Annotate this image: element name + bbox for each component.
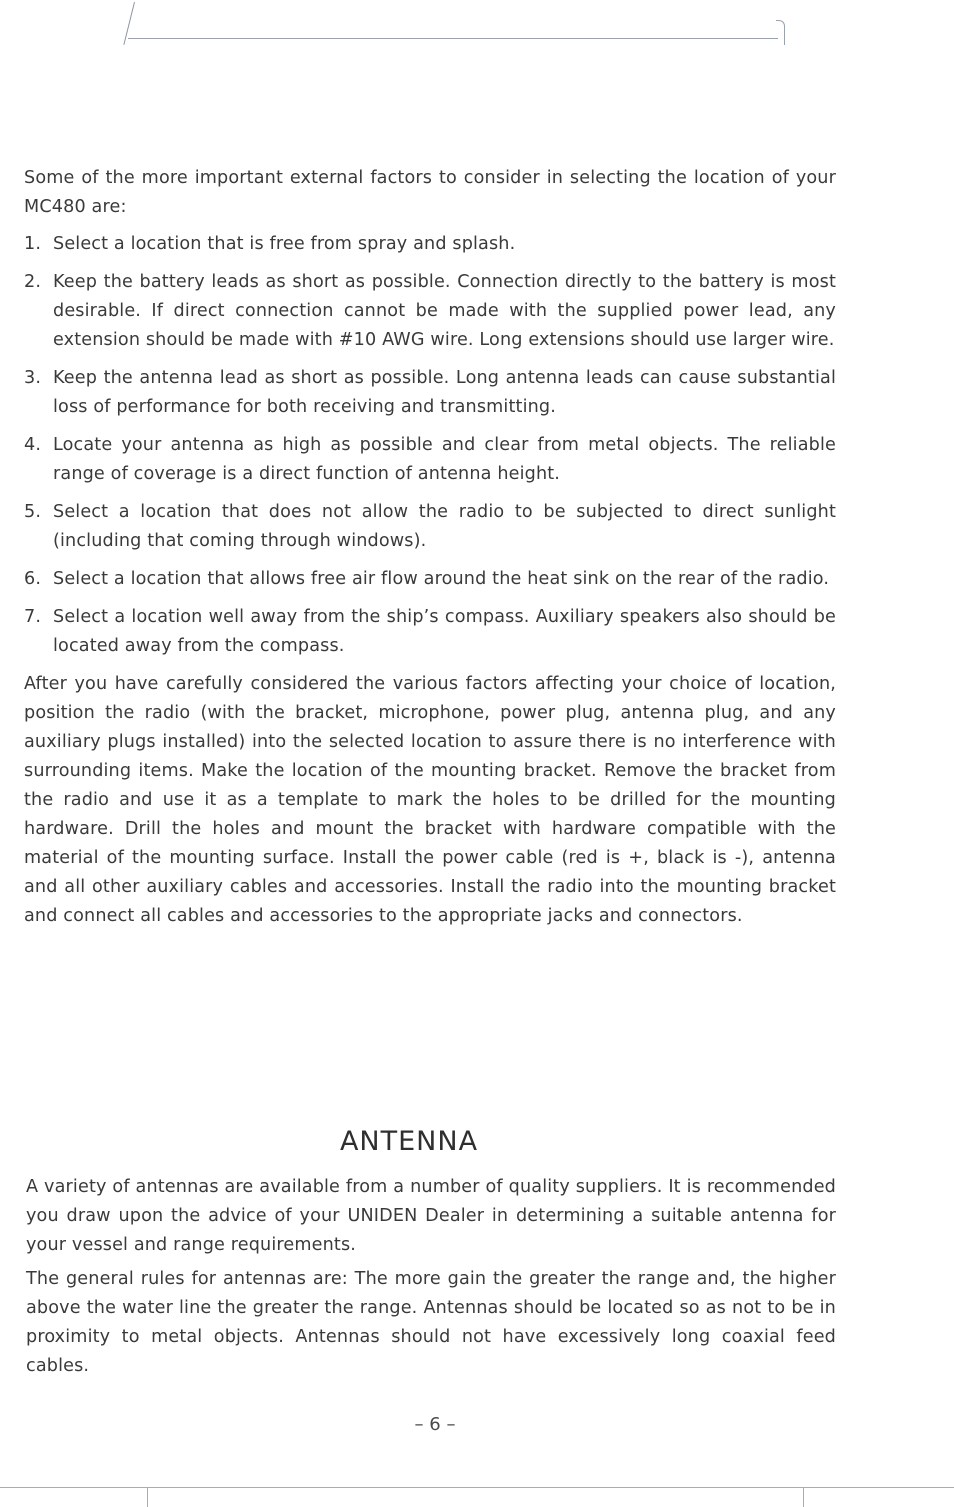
list-item — [24, 268, 836, 355]
list-item-number: 5. — [24, 502, 42, 522]
antenna-paragraph-2: The general rules for antennas are: The more gain the greater the range and, the higher above the water line the greater the range. Antennas should be located so as not to be in proximity to metal objects. Antennas should not have excessively long coaxial feed cables. — [26, 1269, 836, 1376]
antenna-heading: ANTENNA — [339, 1126, 479, 1158]
list-item-number: 2. — [24, 272, 42, 292]
list-item-number: 7. — [24, 607, 42, 627]
list-item-text: Keep the battery leads as short as possible. Connection directly to the battery is most desirable. If direct connection cannot be made with the supplied power lead, any extension should be made with #10 AWG wire. Long extensions should use larger wire. — [53, 272, 836, 350]
location-factors-list — [24, 230, 836, 661]
antenna-section — [26, 1173, 836, 1386]
binding-corner — [776, 20, 785, 45]
binding-line — [128, 38, 778, 39]
page-number: – 6 – — [414, 1414, 456, 1435]
bottom-trim-tick-left — [147, 1487, 148, 1507]
list-item-text: Select a location that is free from spray and splash. — [53, 234, 516, 254]
list-item — [24, 230, 836, 259]
list-item — [24, 603, 836, 661]
list-item-text: Select a location well away from the ship’s compass. Auxiliary speakers also should be located away from the compass. — [53, 607, 836, 656]
bottom-trim-tick-right — [803, 1487, 804, 1507]
location-section — [24, 164, 836, 931]
intro-paragraph: Some of the more important external factors to consider in selecting the location of your MC480 are: — [24, 168, 836, 217]
bottom-trim-line — [0, 1487, 954, 1488]
list-item-text: Select a location that allows free air flow around the heat sink on the rear of the radio. — [53, 569, 830, 589]
list-item-text: Keep the antenna lead as short as possible. Long antenna leads can cause substantial loss of performance for both receiving and transmitting. — [53, 368, 836, 417]
list-item-number: 6. — [24, 569, 42, 589]
list-item-text: Select a location that does not allow the radio to be subjected to direct sunlight (including that coming through windows). — [53, 502, 836, 551]
list-item — [24, 498, 836, 556]
list-item-number: 4. — [24, 435, 42, 455]
list-item-text: Locate your antenna as high as possible and clear from metal objects. The reliable range of coverage is a direct function of antenna height. — [53, 435, 836, 484]
list-item-number: 1. — [24, 234, 42, 254]
list-item — [24, 431, 836, 489]
list-item — [24, 565, 836, 594]
list-item — [24, 364, 836, 422]
list-item-number: 3. — [24, 368, 42, 388]
antenna-paragraph-1: A variety of antennas are available from a number of quality suppliers. It is recommended you draw upon the advice of your UNIDEN Dealer in determining a suitable antenna for your vessel and range requirements. — [26, 1177, 836, 1255]
installation-paragraph: After you have carefully considered the various factors affecting your choice of location, position the radio (with the bracket, microphone, power plug, antenna plug, and any auxiliary plugs installed) into the selected location to assure there is no interference with surrounding items. Make the location of the mounting bracket. Remove the bracket from the radio and use it as a template to mark the holes to be drilled for the mounting hardware. Drill the holes and mount the bracket with hardware compatible with the material of the mounting surface. Install the power cable (red is +, black is -), antenna and all other auxiliary cables and accessories. Install the radio into the mounting bracket and connect all cables and accessories to the appropriate jacks and connectors. — [24, 674, 836, 926]
